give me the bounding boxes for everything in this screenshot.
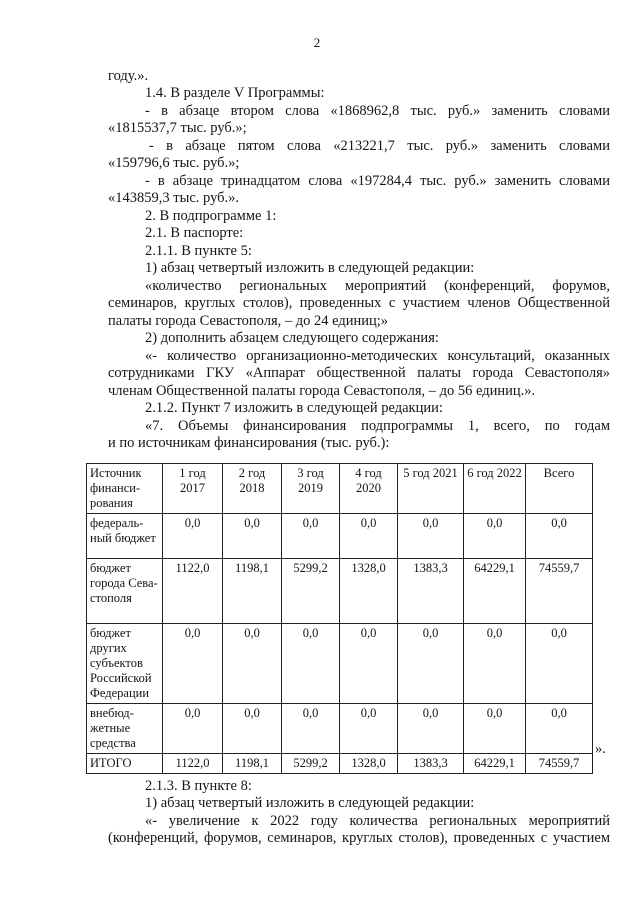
text-line: палаты города Севастополя, – до 24 единиц;»	[108, 313, 389, 329]
table-total-row	[87, 754, 593, 774]
table-cell: 1122,0	[163, 559, 223, 624]
text-line: 2.1.3. В пункте 8:	[145, 778, 252, 794]
table-cell: ИТОГО	[87, 754, 163, 774]
text-line: - в абзаце втором слова «1868962,8 тыс. руб.» заменить словами	[145, 103, 610, 119]
table-cell: бюджет города Сева- стополя	[87, 559, 163, 624]
table-header-row	[87, 464, 593, 514]
table-cell: 5299,2	[282, 559, 340, 624]
table-cell: 0,0	[282, 514, 340, 559]
table-cell: 1328,0	[340, 754, 398, 774]
table-cell: 1198,1	[223, 754, 282, 774]
text-line: «1815537,7 тыс. руб.»;	[108, 120, 247, 136]
header-cell: 2 год 2018	[223, 464, 282, 514]
text-line: - в абзаце тринадцатом слова «197284,4 тыс. руб.» заменить словами	[145, 173, 610, 189]
table-cell: 0,0	[223, 704, 282, 754]
table-cell: 1383,3	[398, 559, 464, 624]
table-row	[87, 559, 593, 624]
table-cell: 0,0	[464, 624, 526, 704]
table-row	[87, 624, 593, 704]
text-line: «- увеличение к 2022 году количества региональных мероприятий	[145, 813, 610, 829]
text-line: (конференций, форумов, семинаров, круглых столов), проведенных с участием	[108, 830, 610, 846]
table-cell: 0,0	[526, 704, 593, 754]
header-cell: 6 год 2022	[464, 464, 526, 514]
financing-table	[86, 463, 593, 774]
table-row	[87, 704, 593, 754]
page-number: 2	[313, 35, 321, 50]
table-row	[87, 514, 593, 559]
table-cell: 0,0	[223, 624, 282, 704]
table-cell: федераль- ный бюджет	[87, 514, 163, 559]
header-cell: Всего	[526, 464, 593, 514]
text-line: 1) абзац четвертый изложить в следующей редакции:	[145, 795, 475, 811]
table-cell: бюджет других субъектов Российской Федерации	[87, 624, 163, 704]
text-line: «- количество организационно-методических консультаций, оказанных	[145, 348, 610, 364]
text-line: «143859,3 тыс. руб.».	[108, 190, 240, 206]
table-cell: 64229,1	[464, 559, 526, 624]
text-line: «159796,6 тыс. руб.»;	[108, 155, 240, 171]
header-cell: 1 год 2017	[163, 464, 223, 514]
text-line: 1) абзац четвертый изложить в следующей редакции:	[145, 260, 475, 276]
table-cell: 0,0	[464, 514, 526, 559]
table-cell: 0,0	[163, 704, 223, 754]
table-cell: 74559,7	[526, 559, 593, 624]
header-cell: 3 год 2019	[282, 464, 340, 514]
text-line: году.».	[108, 68, 149, 84]
text-line: 2) дополнить абзацем следующего содержания:	[145, 330, 439, 346]
table-cell: 0,0	[398, 704, 464, 754]
table-cell: 0,0	[526, 514, 593, 559]
table-cell: внебюд- жетные средства	[87, 704, 163, 754]
text-line: сотрудниками ГКУ «Аппарат общественной палаты города Севастополя»	[108, 365, 610, 381]
header-cell: Источник финанси- рования	[87, 464, 163, 514]
table-cell: 0,0	[398, 514, 464, 559]
table-cell: 0,0	[340, 514, 398, 559]
table-cell: 0,0	[163, 624, 223, 704]
header-cell: 5 год 2021	[398, 464, 464, 514]
table-cell: 1122,0	[163, 754, 223, 774]
table-cell: 0,0	[464, 704, 526, 754]
text-line: - в абзаце пятом слова «213221,7 тыс. руб.» заменить словами	[149, 138, 610, 154]
table-cell: 0,0	[340, 624, 398, 704]
table-cell: 0,0	[163, 514, 223, 559]
table-cell: 1198,1	[223, 559, 282, 624]
text-line: и по источникам финансирования (тыс. руб.):	[108, 435, 390, 451]
text-line: «количество региональных мероприятий (конференций, форумов,	[145, 278, 610, 294]
table-closing-mark: ».	[595, 741, 606, 757]
text-line: 1.4. В разделе V Программы:	[145, 85, 325, 101]
table-cell: 64229,1	[464, 754, 526, 774]
text-line: 2.1.1. В пункте 5:	[145, 243, 252, 259]
table-cell: 1328,0	[340, 559, 398, 624]
table-cell: 1383,3	[398, 754, 464, 774]
table-cell: 0,0	[282, 624, 340, 704]
table-cell: 0,0	[223, 514, 282, 559]
table-cell: 5299,2	[282, 754, 340, 774]
table-cell: 0,0	[340, 704, 398, 754]
text-line: членам Общественной палаты города Севастополя, – до 56 единиц.».	[108, 383, 536, 399]
text-line: 2.1. В паспорте:	[145, 225, 244, 241]
table-cell: 0,0	[282, 704, 340, 754]
header-cell: 4 год 2020	[340, 464, 398, 514]
text-line: 2. В подпрограмме 1:	[145, 208, 277, 224]
text-line: 2.1.2. Пункт 7 изложить в следующей редакции:	[145, 400, 443, 416]
table-cell: 0,0	[526, 624, 593, 704]
table-cell: 0,0	[398, 624, 464, 704]
text-line: «7. Объемы финансирования подпрограммы 1, всего, по годам	[145, 418, 610, 434]
table-cell: 74559,7	[526, 754, 593, 774]
text-line: семинаров, круглых столов), проведенных с участием членов Общественной	[108, 295, 610, 311]
